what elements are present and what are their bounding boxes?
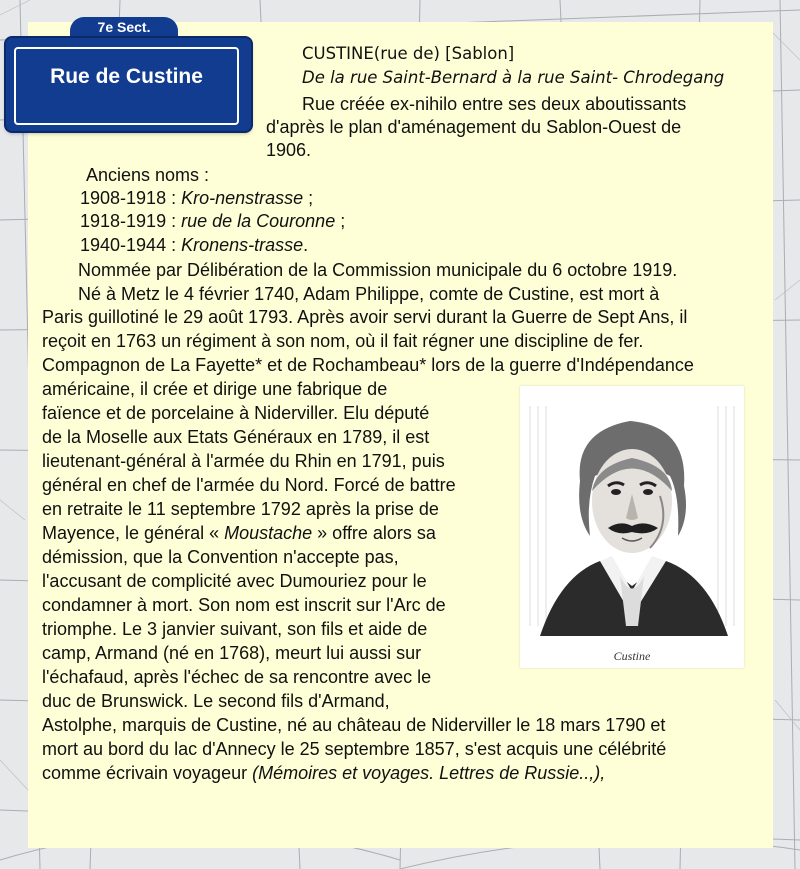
- anciens-heading: Anciens noms :: [86, 165, 210, 185]
- portrait-frame: [520, 386, 744, 668]
- body-line: démission, que la Convention n'accepte pas,: [42, 547, 399, 567]
- body-line: américaine, il crée et dirige une fabrique de: [42, 379, 388, 399]
- portrait-engraving-icon: [520, 386, 744, 646]
- entry-title: CUSTINE(rue de) [Sablon]: [302, 44, 515, 63]
- body-line: faïence et de porcelaine à Niderviller. Elu député: [42, 403, 430, 423]
- intro-line: Rue créée ex-nihilo entre ses deux aboutissants: [302, 94, 687, 114]
- sign-section: 7e Sect.: [97, 19, 151, 35]
- body-line: condamner à mort. Son nom est inscrit sur l'Arc de: [42, 595, 446, 615]
- body-line: en retraite le 11 septembre 1792 après la prise de: [42, 499, 439, 519]
- intro-line: d'après le plan d'aménagement du Sablon-Ouest de: [266, 117, 682, 137]
- body-line: Astolphe, marquis de Custine, né au château de Niderviller le 18 mars 1790 et: [42, 715, 666, 735]
- body-line: Mayence, le général « Moustache » offre alors sa: [42, 523, 436, 543]
- sign-street-name: Rue de Custine: [50, 65, 203, 88]
- body-line: triomphe. Le 3 janvier suivant, son fils et aide de: [42, 619, 428, 639]
- body-line: comme écrivain voyageur (Mémoires et voyages. Lettres de Russie..,),: [42, 763, 606, 783]
- body-line: de la Moselle aux Etats Généraux en 1789, il est: [42, 427, 430, 447]
- anciens-item: 1918-1919 : rue de la Couronne ;: [80, 211, 346, 231]
- anciens-item: 1940-1944 : Kronens-trasse.: [80, 235, 309, 255]
- body-line: général en chef de l'armée du Nord. Forcé de battre: [42, 475, 456, 495]
- body-line: camp, Armand (né en 1768), meurt lui aussi sur: [42, 643, 422, 663]
- anciens-item: 1908-1918 : Kro-nenstrasse ;: [80, 188, 314, 208]
- body-line: Nommée par Délibération de la Commission municipale du 6 octobre 1919.: [78, 260, 678, 280]
- entry-route: De la rue Saint-Bernard à la rue Saint- Chrodegang: [302, 68, 725, 87]
- body-line: Compagnon de La Fayette* et de Rochambeau* lors de la guerre d'Indépendance: [42, 355, 694, 375]
- body-line: Paris guillotiné le 29 août 1793. Après avoir servi durant la Guerre de Sept Ans, il: [42, 307, 688, 327]
- body-line: mort au bord du lac d'Annecy le 25 septembre 1857, s'est acquis une célébrité: [42, 739, 667, 759]
- body-line: duc de Brunswick. Le second fils d'Armand,: [42, 691, 390, 711]
- body-line: l'accusant de complicité avec Dumouriez pour le: [42, 571, 427, 591]
- intro-line: 1906.: [266, 140, 312, 160]
- body-line: reçoit en 1763 un régiment à son nom, où il fait régner une discipline de fer.: [42, 331, 644, 351]
- body-line: lieutenant-général à l'armée du Rhin en 1791, puis: [42, 451, 445, 471]
- body-line: l'échafaud, après l'échec de sa rencontre avec le: [42, 667, 432, 687]
- body-line: Né à Metz le 4 février 1740, Adam Philippe, comte de Custine, est mort à: [78, 284, 660, 304]
- portrait-caption: Custine: [613, 649, 651, 663]
